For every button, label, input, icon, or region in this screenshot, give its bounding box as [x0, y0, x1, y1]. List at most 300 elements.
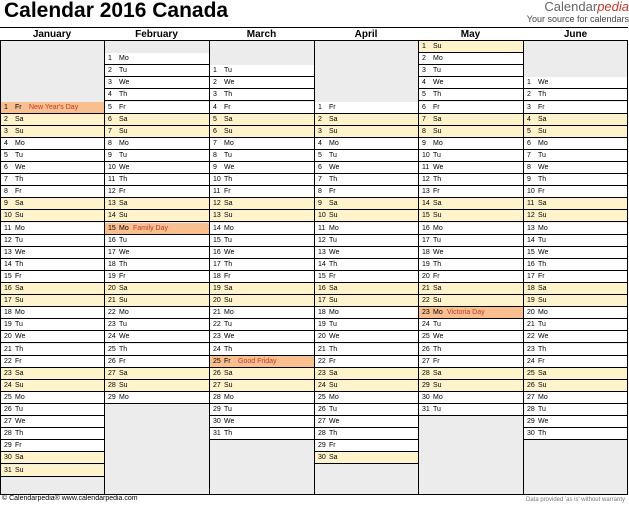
day-cell[interactable]: [315, 440, 418, 452]
day-number: 7: [4, 176, 8, 184]
day-cell[interactable]: [105, 368, 209, 380]
day-weekday: Mo: [224, 393, 234, 401]
day-cell[interactable]: [419, 53, 523, 65]
day-cell[interactable]: [1, 235, 104, 247]
day-cell[interactable]: [1, 283, 104, 295]
day-cell[interactable]: [524, 259, 627, 271]
day-number: 5: [213, 115, 217, 123]
day-weekday: Mo: [15, 309, 25, 317]
day-cell[interactable]: [315, 174, 418, 186]
day-cell[interactable]: [1, 465, 104, 477]
day-cell[interactable]: [315, 114, 418, 126]
day-cell[interactable]: [1, 271, 104, 283]
day-cell[interactable]: [210, 65, 314, 77]
day-cell[interactable]: [315, 186, 418, 198]
day-cell[interactable]: [1, 162, 104, 174]
day-weekday: Th: [224, 176, 233, 184]
day-cell[interactable]: [1, 452, 104, 464]
day-cell[interactable]: [419, 331, 523, 343]
day-number: 10: [108, 164, 116, 171]
day-cell[interactable]: [419, 65, 523, 77]
day-cell[interactable]: [419, 114, 523, 126]
day-cell[interactable]: [1, 307, 104, 319]
day-cell[interactable]: [105, 174, 209, 186]
day-cell[interactable]: [1, 223, 104, 235]
day-cell[interactable]: [1, 428, 104, 440]
day-number: 5: [108, 103, 112, 111]
day-cell[interactable]: [1, 150, 104, 162]
day-cell[interactable]: [105, 344, 209, 356]
day-cell[interactable]: [419, 235, 523, 247]
day-cell[interactable]: [315, 283, 418, 295]
day-number: 3: [422, 67, 426, 75]
day-cell[interactable]: [105, 162, 209, 174]
day-cell[interactable]: [419, 174, 523, 186]
day-number: 24: [108, 333, 116, 341]
day-cell[interactable]: [419, 102, 523, 114]
day-cell[interactable]: [315, 259, 418, 271]
day-cell[interactable]: [524, 198, 627, 210]
day-weekday: Mo: [224, 309, 234, 317]
day-cell[interactable]: [315, 356, 418, 368]
day-cell[interactable]: [210, 210, 314, 222]
day-weekday: Fr: [433, 357, 440, 365]
day-cell[interactable]: [315, 126, 418, 138]
day-number: 19: [318, 321, 326, 329]
day-cell[interactable]: [1, 392, 104, 404]
day-cell[interactable]: [1, 368, 104, 380]
day-cell[interactable]: [315, 331, 418, 343]
day-cell[interactable]: [105, 65, 209, 77]
day-cell[interactable]: [315, 392, 418, 404]
day-weekday: Sa: [119, 369, 128, 377]
day-weekday: Su: [538, 381, 547, 389]
day-cell[interactable]: [210, 319, 314, 331]
day-cell[interactable]: [1, 186, 104, 198]
day-weekday: Sa: [15, 115, 24, 123]
day-cell[interactable]: [1, 356, 104, 368]
day-number: 6: [4, 164, 8, 171]
day-cell[interactable]: [419, 271, 523, 283]
day-cell[interactable]: [524, 210, 627, 222]
day-cell[interactable]: [524, 235, 627, 247]
day-number: 28: [108, 381, 116, 389]
day-weekday: Th: [15, 176, 24, 184]
day-cell[interactable]: [210, 114, 314, 126]
day-number: 8: [527, 164, 531, 171]
day-weekday: Mo: [433, 139, 443, 147]
day-cell[interactable]: [524, 271, 627, 283]
day-number: 2: [108, 67, 112, 75]
day-number: 2: [318, 115, 322, 123]
day-cell[interactable]: [315, 428, 418, 440]
day-number: 21: [4, 345, 12, 353]
holiday-label: Family Day: [133, 224, 169, 232]
day-cell[interactable]: [105, 102, 209, 114]
day-cell[interactable]: [315, 102, 418, 114]
day-cell[interactable]: [105, 114, 209, 126]
day-cell[interactable]: [210, 186, 314, 198]
day-cell[interactable]: [210, 259, 314, 271]
day-cell[interactable]: [524, 344, 627, 356]
day-weekday: Mo: [329, 393, 339, 401]
day-cell[interactable]: [524, 295, 627, 307]
day-number: 1: [422, 43, 426, 50]
day-cell[interactable]: [210, 150, 314, 162]
day-cell[interactable]: [1, 344, 104, 356]
day-number: 21: [318, 345, 326, 353]
day-weekday: Tu: [15, 321, 23, 329]
day-cell[interactable]: [524, 126, 627, 138]
day-weekday: Mo: [224, 224, 234, 232]
day-number: 25: [422, 333, 430, 341]
day-number: 7: [213, 139, 217, 147]
day-cell[interactable]: [315, 452, 418, 464]
day-cell[interactable]: [315, 380, 418, 392]
day-cell[interactable]: [419, 368, 523, 380]
day-weekday: Su: [119, 381, 128, 389]
day-weekday: Su: [538, 127, 547, 135]
day-number: 25: [213, 357, 221, 365]
day-cell[interactable]: [105, 53, 209, 65]
day-cell[interactable]: [524, 162, 627, 174]
day-weekday: Fr: [15, 272, 22, 280]
day-weekday: Mo: [433, 55, 443, 63]
day-cell[interactable]: [1, 210, 104, 222]
day-number: 15: [4, 272, 12, 280]
month-header: April: [354, 29, 378, 40]
day-cell[interactable]: [524, 138, 627, 150]
day-cell[interactable]: [1, 319, 104, 331]
day-cell[interactable]: [105, 223, 209, 235]
day-cell[interactable]: [315, 162, 418, 174]
day-number: 22: [422, 297, 430, 305]
day-cell[interactable]: [1, 416, 104, 428]
day-number: 22: [527, 333, 535, 341]
day-number: 21: [422, 285, 430, 292]
day-cell[interactable]: [105, 319, 209, 331]
day-weekday: Th: [433, 260, 442, 268]
day-cell[interactable]: [419, 210, 523, 222]
day-cell[interactable]: [419, 356, 523, 368]
day-cell[interactable]: [524, 416, 627, 428]
day-weekday: We: [119, 333, 130, 341]
day-cell[interactable]: [210, 102, 314, 114]
day-cell[interactable]: [315, 295, 418, 307]
day-cell[interactable]: [210, 162, 314, 174]
day-cell[interactable]: [105, 247, 209, 259]
day-cell[interactable]: [105, 138, 209, 150]
day-cell[interactable]: [315, 235, 418, 247]
day-cell[interactable]: [210, 344, 314, 356]
day-cell[interactable]: [105, 186, 209, 198]
day-cell[interactable]: [1, 295, 104, 307]
day-number: 30: [422, 393, 430, 401]
day-cell[interactable]: [210, 416, 314, 428]
day-cell[interactable]: [315, 271, 418, 283]
day-cell[interactable]: [419, 404, 523, 416]
day-number: 19: [108, 272, 116, 280]
day-number: 18: [4, 309, 12, 317]
day-number: 14: [422, 200, 430, 208]
day-number: 22: [213, 321, 221, 329]
day-cell[interactable]: [1, 198, 104, 210]
day-weekday: Tu: [538, 406, 546, 413]
day-cell[interactable]: [524, 392, 627, 404]
day-cell[interactable]: [419, 89, 523, 101]
day-weekday: Sa: [329, 454, 338, 462]
day-cell[interactable]: [419, 283, 523, 295]
day-cell[interactable]: [315, 416, 418, 428]
day-cell[interactable]: [524, 331, 627, 343]
day-weekday: We: [15, 333, 26, 341]
day-weekday: Su: [224, 381, 233, 389]
day-number: 9: [527, 176, 531, 184]
day-cell[interactable]: [315, 307, 418, 319]
day-cell[interactable]: [105, 392, 209, 404]
day-cell[interactable]: [1, 114, 104, 126]
day-cell[interactable]: [315, 198, 418, 210]
day-cell[interactable]: [105, 259, 209, 271]
day-cell[interactable]: [419, 41, 523, 53]
day-cell[interactable]: [105, 235, 209, 247]
day-cell[interactable]: [210, 331, 314, 343]
day-cell[interactable]: [105, 283, 209, 295]
day-cell[interactable]: [524, 380, 627, 392]
day-weekday: Fr: [433, 188, 440, 196]
day-cell[interactable]: [210, 247, 314, 259]
day-weekday: Mo: [538, 393, 548, 401]
day-cell[interactable]: [105, 271, 209, 283]
day-weekday: Sa: [433, 115, 442, 123]
day-cell[interactable]: [524, 150, 627, 162]
day-weekday: Sa: [329, 285, 338, 292]
day-cell[interactable]: [210, 283, 314, 295]
day-cell[interactable]: [419, 259, 523, 271]
day-cell[interactable]: [524, 368, 627, 380]
day-cell[interactable]: [315, 344, 418, 356]
day-weekday: Tu: [329, 321, 337, 329]
day-cell[interactable]: [315, 319, 418, 331]
day-number: 16: [213, 248, 221, 256]
day-number: 31: [4, 466, 12, 474]
day-cell[interactable]: [105, 380, 209, 392]
day-cell[interactable]: [524, 114, 627, 126]
day-weekday: Su: [224, 297, 233, 305]
day-weekday: Tu: [538, 321, 546, 329]
day-cell[interactable]: [105, 210, 209, 222]
day-cell[interactable]: [419, 77, 523, 89]
day-weekday: Sa: [119, 115, 128, 123]
day-cell[interactable]: [524, 319, 627, 331]
day-cell[interactable]: [210, 404, 314, 416]
day-cell[interactable]: [210, 271, 314, 283]
month-column: [209, 41, 314, 494]
day-cell[interactable]: [210, 380, 314, 392]
day-weekday: We: [119, 248, 130, 256]
day-number: 3: [213, 91, 217, 99]
day-cell[interactable]: [210, 138, 314, 150]
day-weekday: Fr: [433, 103, 440, 111]
day-number: 11: [4, 224, 12, 232]
day-number: 23: [422, 309, 430, 317]
day-cell[interactable]: [524, 174, 627, 186]
day-cell[interactable]: [315, 247, 418, 259]
day-cell[interactable]: [315, 404, 418, 416]
day-cell[interactable]: [105, 89, 209, 101]
day-number: 26: [108, 357, 116, 365]
day-weekday: Th: [329, 260, 338, 268]
day-cell[interactable]: [524, 77, 627, 89]
day-cell[interactable]: [1, 259, 104, 271]
day-cell[interactable]: [210, 198, 314, 210]
brand-logo[interactable]: [489, 0, 629, 25]
day-cell[interactable]: [419, 319, 523, 331]
day-cell[interactable]: [1, 404, 104, 416]
day-cell[interactable]: [315, 210, 418, 222]
day-cell[interactable]: [524, 186, 627, 198]
day-cell[interactable]: [105, 295, 209, 307]
day-cell[interactable]: [1, 247, 104, 259]
day-cell[interactable]: [210, 356, 314, 368]
day-cell[interactable]: [315, 223, 418, 235]
day-number: 23: [4, 369, 12, 377]
day-weekday: Sa: [433, 285, 442, 292]
month-header: June: [563, 29, 588, 40]
day-number: 16: [527, 260, 535, 268]
day-cell[interactable]: [1, 380, 104, 392]
day-cell[interactable]: [1, 331, 104, 343]
day-cell[interactable]: [315, 150, 418, 162]
day-cell[interactable]: [524, 356, 627, 368]
day-weekday: Th: [538, 176, 547, 184]
brand-wordmark: [489, 0, 629, 14]
day-number: 12: [318, 236, 326, 244]
day-weekday: Fr: [224, 188, 231, 196]
day-cell[interactable]: [419, 295, 523, 307]
day-cell[interactable]: [524, 428, 627, 440]
day-number: 23: [318, 369, 326, 377]
day-weekday: We: [15, 248, 26, 256]
day-weekday: Th: [119, 345, 128, 353]
day-cell[interactable]: [524, 307, 627, 319]
day-cell[interactable]: [419, 126, 523, 138]
day-cell[interactable]: [419, 247, 523, 259]
day-number: 16: [422, 224, 430, 232]
day-cell[interactable]: [1, 138, 104, 150]
day-number: 10: [213, 176, 221, 184]
day-cell[interactable]: [419, 186, 523, 198]
day-cell[interactable]: [210, 126, 314, 138]
day-number: 26: [318, 406, 326, 413]
day-cell[interactable]: [210, 77, 314, 89]
day-cell[interactable]: [210, 295, 314, 307]
day-number: 7: [318, 176, 322, 184]
day-number: 27: [108, 369, 116, 377]
day-cell[interactable]: [315, 368, 418, 380]
day-number: 26: [422, 345, 430, 353]
day-cell[interactable]: [524, 283, 627, 295]
day-cell[interactable]: [524, 223, 627, 235]
day-cell[interactable]: [210, 428, 314, 440]
day-cell[interactable]: [210, 89, 314, 101]
day-cell[interactable]: [419, 307, 523, 319]
day-cell[interactable]: [1, 440, 104, 452]
day-weekday: Sa: [538, 200, 547, 208]
day-number: 10: [318, 212, 326, 220]
day-cell[interactable]: [105, 356, 209, 368]
day-number: 9: [4, 200, 8, 208]
day-weekday: Su: [15, 466, 24, 474]
day-cell[interactable]: [419, 150, 523, 162]
day-cell[interactable]: [524, 247, 627, 259]
day-cell[interactable]: [105, 150, 209, 162]
day-cell[interactable]: [419, 162, 523, 174]
day-weekday: Th: [224, 91, 233, 99]
day-cell[interactable]: [105, 126, 209, 138]
day-cell[interactable]: [315, 138, 418, 150]
day-cell[interactable]: [419, 344, 523, 356]
day-weekday: Fr: [538, 272, 545, 280]
day-number: 19: [422, 260, 430, 268]
day-weekday: Fr: [224, 272, 231, 280]
day-cell[interactable]: [419, 198, 523, 210]
day-weekday: We: [329, 248, 340, 256]
month-column: [418, 41, 523, 494]
day-cell[interactable]: [210, 235, 314, 247]
day-cell[interactable]: [419, 138, 523, 150]
day-weekday: Su: [538, 297, 547, 305]
day-cell[interactable]: [524, 89, 627, 101]
day-number: 13: [527, 224, 535, 232]
day-weekday: Su: [329, 297, 338, 305]
day-weekday: Th: [224, 345, 233, 353]
day-number: 14: [213, 224, 221, 232]
day-cell[interactable]: [524, 404, 627, 416]
day-weekday: We: [538, 418, 549, 426]
day-number: 8: [318, 188, 322, 196]
day-cell[interactable]: [419, 223, 523, 235]
month-header: May: [460, 29, 481, 40]
day-weekday: We: [433, 79, 444, 87]
day-weekday: Th: [433, 91, 442, 99]
day-cell[interactable]: [1, 102, 104, 114]
day-weekday: Th: [119, 260, 128, 268]
day-number: 28: [422, 369, 430, 377]
day-cell[interactable]: [419, 380, 523, 392]
day-weekday: We: [538, 79, 549, 87]
day-cell[interactable]: [105, 307, 209, 319]
day-cell[interactable]: [210, 307, 314, 319]
day-cell[interactable]: [210, 392, 314, 404]
day-weekday: Tu: [15, 151, 23, 159]
day-cell[interactable]: [524, 102, 627, 114]
day-cell[interactable]: [105, 198, 209, 210]
day-weekday: Fr: [119, 188, 126, 196]
day-number: 20: [527, 309, 535, 317]
day-cell[interactable]: [1, 174, 104, 186]
day-cell[interactable]: [210, 368, 314, 380]
day-cell[interactable]: [105, 77, 209, 89]
day-weekday: Fr: [538, 188, 545, 196]
day-cell[interactable]: [210, 223, 314, 235]
day-weekday: Tu: [433, 321, 441, 329]
day-cell[interactable]: [105, 331, 209, 343]
day-cell[interactable]: [419, 392, 523, 404]
day-cell[interactable]: [1, 126, 104, 138]
day-number: 23: [527, 345, 535, 353]
day-cell[interactable]: [210, 174, 314, 186]
